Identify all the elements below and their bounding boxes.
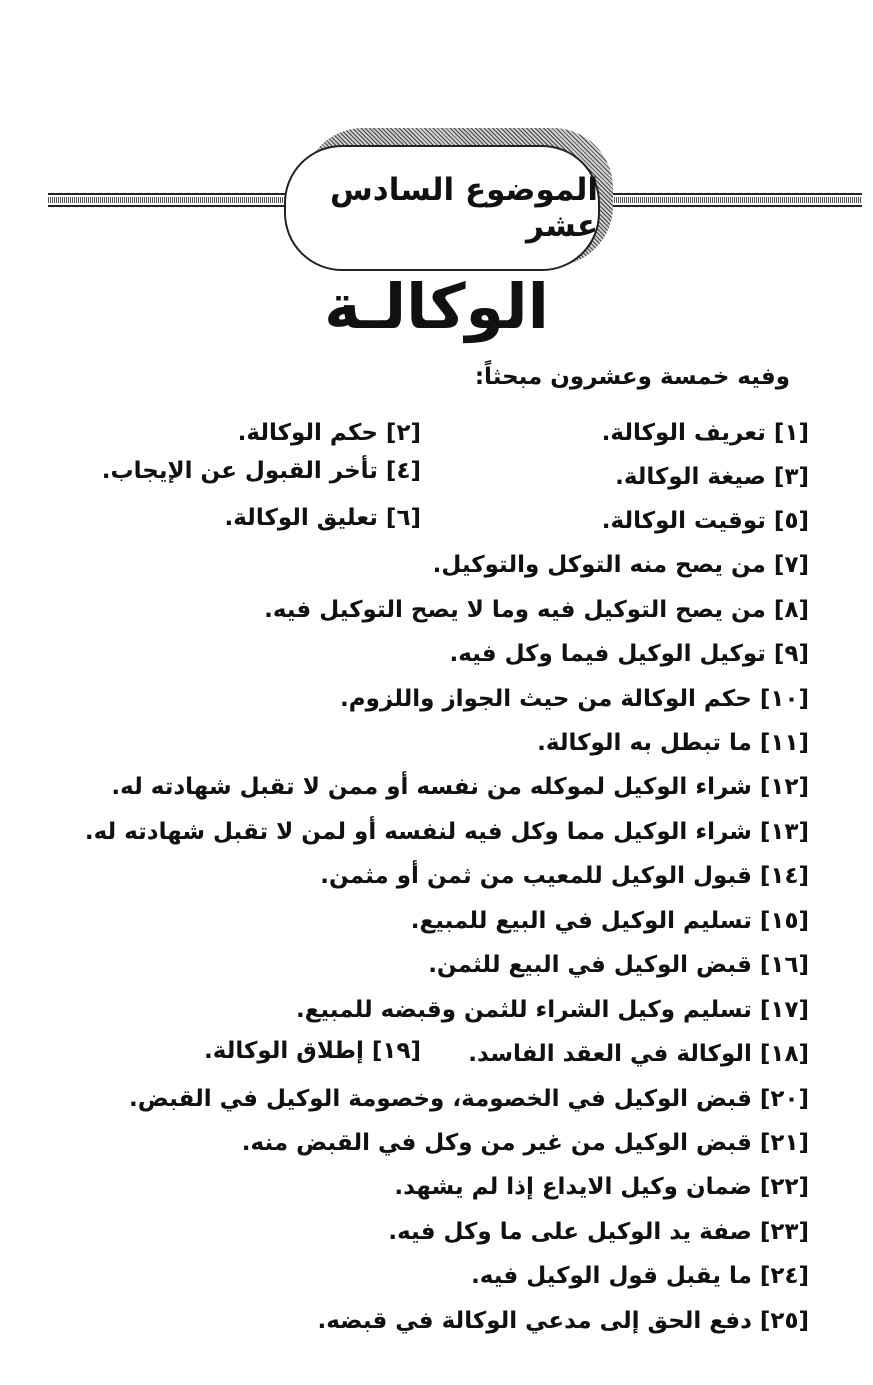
list-item: [٧] من يصح منه التوكل والتوكيل. [432,552,809,578]
list-item: [١٠] حكم الوكالة من حيث الجواز واللزوم. [340,686,809,712]
list-item: [٢١] قبض الوكيل من غير من وكل في القبض منه. [241,1130,809,1156]
ornamental-rule-left [48,193,296,207]
list-item: [٢٤] ما يقبل قول الوكيل فيه. [471,1263,809,1289]
list-item: [١١] ما تبطل به الوكالة. [537,730,809,756]
list-item: [٣] صيغة الوكالة. [615,464,809,490]
list-item: [٤] تأخر القبول عن الإيجاب. [101,458,421,484]
list-item: [٩] توكيل الوكيل فيما وكل فيه. [449,641,809,667]
topic-frame [284,145,600,271]
list-item: [١٤] قبول الوكيل للمعيب من ثمن أو مثمن. [320,863,809,889]
list-item: [٢] حكم الوكالة. [237,420,421,446]
list-item: [١٢] شراء الوكيل لموكله من نفسه أو ممن لا تقبل شهادته له. [111,774,809,800]
topic-label: الموضوع السادس عشر [330,172,598,244]
list-item: [٢٥] دفع الحق إلى مدعي الوكالة في قبضه. [317,1308,809,1334]
list-item: [٨] من يصح التوكيل فيه وما لا يصح التوكيل فيه. [264,597,809,623]
intro-text: وفيه خمسة وعشرون مبحثاً: [474,364,790,390]
list-item: [٢٠] قبض الوكيل في الخصومة، وخصومة الوكيل في القبض. [129,1086,809,1112]
list-item: [١٩] إطلاق الوكالة. [204,1038,421,1064]
list-item: [٥] توقيت الوكالة. [601,508,809,534]
list-item: [٦] تعليق الوكالة. [224,505,421,531]
list-item: [٢٣] صفة يد الوكيل على ما وكل فيه. [388,1219,809,1245]
list-item: [١] تعريف الوكالة. [601,420,809,446]
list-item: [١٣] شراء الوكيل مما وكل فيه لنفسه أو لمن لا تقبل شهادته له. [84,819,809,845]
list-item: [١٨] الوكالة في العقد الفاسد. [468,1041,809,1067]
list-item: [١٥] تسليم الوكيل في البيع للمبيع. [410,908,809,934]
page-title: الوكالـة [324,270,549,343]
list-item: [٢٢] ضمان وكيل الايداع إذا لم يشهد. [394,1174,809,1200]
ornamental-rule-right [592,193,862,207]
list-item: [١٦] قبض الوكيل في البيع للثمن. [428,952,809,978]
list-item: [١٧] تسليم وكيل الشراء للثمن وقبضه للمبيع. [295,997,809,1023]
